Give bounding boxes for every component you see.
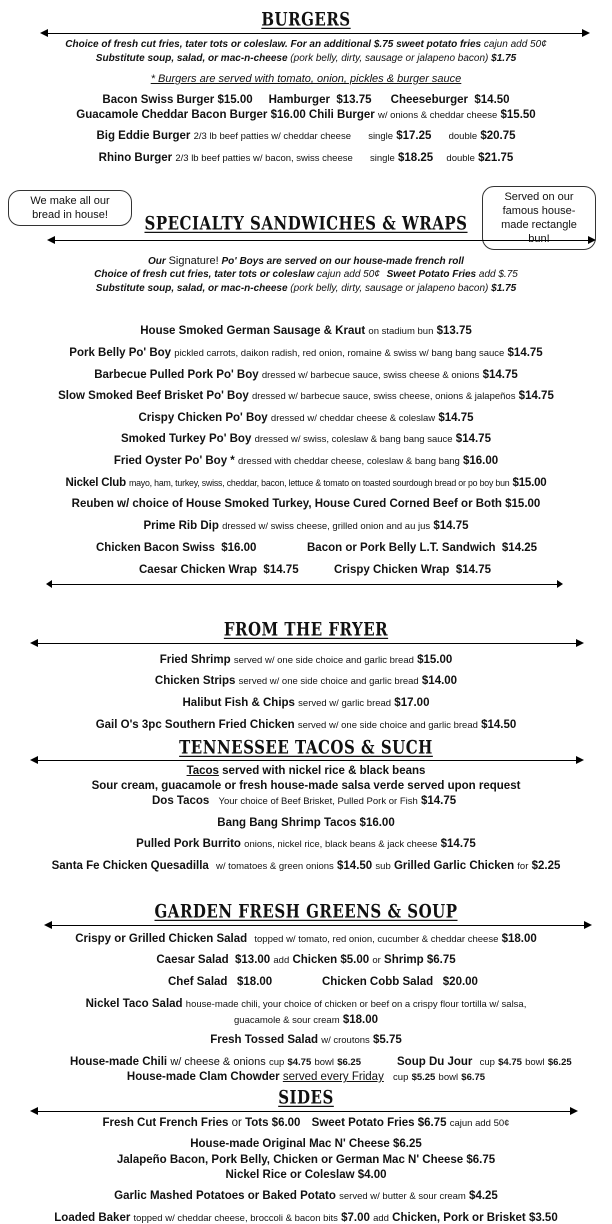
nickel-taco-salad-line-2: guacamole & sour cream $18.00 <box>234 1014 378 1026</box>
specialty-intro-2: Choice of fresh cut fries, tater tots or coleslaw cajun add 50¢ Sweet Potato Fries add $.75 <box>94 269 518 280</box>
crispy-chicken-wrap: Crispy Chicken Wrap $14.75 <box>334 564 492 576</box>
bun-bubble: Served on our famous house-made rectangle bun! <box>482 186 596 250</box>
specialty-end-divider <box>50 584 558 585</box>
menu-item: Chicken Strips served w/ one side choice and garlic bread $14.00 <box>154 675 458 687</box>
arrow-right-icon <box>582 29 590 37</box>
menu-item: House Smoked German Sausage & Kraut on stadium bun $13.75 <box>140 325 472 337</box>
specialty-intro-1: Our Signature! Po' Boys are served on our house-made french roll <box>148 255 464 267</box>
burgers-divider <box>44 33 584 34</box>
arrow-right-icon <box>570 1107 578 1115</box>
menu-item: Crispy Chicken Po' Boy dressed w/ cheddar cheese & coleslaw $14.75 <box>138 412 474 424</box>
menu-item: Nickel Club mayo, ham, turkey, swiss, cheddar, bacon, lettuce & tomato on toasted sourdough bread or po boy bun $15.00 <box>65 477 547 489</box>
chicken-bacon-swiss: Chicken Bacon Swiss $16.00 <box>96 542 257 554</box>
arrow-left-icon <box>30 1107 38 1115</box>
menu-item: Smoked Turkey Po' Boy dressed w/ swiss, coleslaw & bang bang sauce $14.75 <box>121 433 491 445</box>
burgers-line-1: Bacon Swiss Burger $15.00 Hamburger $13.75 Cheeseburger $14.50 <box>102 94 510 106</box>
tacos-intro-2: Sour cream, guacamole or fresh house-made salsa verde served upon request <box>91 780 521 792</box>
arrow-right-icon <box>588 236 596 244</box>
santa-fe-quesadilla: Santa Fe Chicken Quesadilla w/ tomatoes & green onions $14.50 sub Grilled Garlic Chicken for $2.25 <box>51 860 561 872</box>
sides-heading: SIDES <box>278 1085 334 1109</box>
tacos-intro-1: Tacos served with nickel rice & black beans <box>186 765 426 777</box>
burgers-intro-1: Choice of fresh cut fries, tater tots or coleslaw. For an additional $.75 sweet potato fries cajun add 50¢ <box>65 39 547 50</box>
menu-item: Fried Oyster Po' Boy * dressed with cheddar cheese, coleslaw & bang bang $16.00 <box>113 455 499 467</box>
rice-or-coleslaw: Nickel Rice or Coleslaw $4.00 <box>225 1169 387 1181</box>
arrow-left-icon <box>46 580 52 588</box>
caesar-salad: Caesar Salad $13.00 add Chicken $5.00 or Shrimp $6.75 <box>156 954 456 966</box>
loaded-baker: Loaded Baker topped w/ cheddar cheese, broccoli & bacon bits $7.00 add Chicken, Pork or Brisket $3.50 <box>54 1212 558 1224</box>
mac-n-cheese: House-made Original Mac N' Cheese $6.25 <box>190 1138 422 1150</box>
chicken-cobb-salad: Chicken Cobb Salad $20.00 <box>322 976 478 988</box>
menu-item: Barbecue Pulled Pork Po' Boy dressed w/ barbecue sauce, swiss cheese & onions $14.75 <box>94 369 518 381</box>
blt-sandwich: Bacon or Pork Belly L.T. Sandwich $14.25 <box>307 542 538 554</box>
bang-bang-shrimp-tacos: Bang Bang Shrimp Tacos $16.00 <box>217 817 395 829</box>
tacos-heading: TENNESSEE TACOS & SUCH <box>179 735 433 759</box>
menu-item: Prime Rib Dip dressed w/ swiss cheese, grilled onion and au jus $14.75 <box>143 520 469 532</box>
soup-du-jour: Soup Du Jour cup $4.75 bowl $6.25 <box>397 1056 572 1068</box>
menu-item: Reuben w/ choice of House Smoked Turkey, House Cured Corned Beef or Both $15.00 <box>71 498 541 510</box>
rhino-burger: Rhino Burger 2/3 lb beef patties w/ bacon, swiss cheese single $18.25 double $21.75 <box>98 152 514 164</box>
burgers-heading: BURGERS <box>261 7 351 31</box>
mashed-or-baked-potato: Garlic Mashed Potatoes or Baked Potato served w/ butter & sour cream $4.25 <box>114 1190 498 1202</box>
arrow-left-icon <box>30 639 38 647</box>
big-eddie-burger: Big Eddie Burger 2/3 lb beef patties w/ cheddar cheese single $17.25 double $20.75 <box>96 130 516 142</box>
arrow-right-icon <box>576 639 584 647</box>
arrow-left-icon <box>30 756 38 764</box>
nickel-taco-salad: Nickel Taco Salad house-made chili, your choice of chicken or beef on a crispy flour tortilla w/ salsa, <box>85 998 527 1010</box>
greens-divider <box>48 925 586 926</box>
specialty-mac-n-cheese: Jalapeño Bacon, Pork Belly, Chicken or German Mac N' Cheese $6.75 <box>116 1154 496 1166</box>
arrow-right-icon <box>584 921 592 929</box>
arrow-left-icon <box>47 236 55 244</box>
arrow-left-icon <box>44 921 52 929</box>
clam-chowder: House-made Clam Chowder served every Friday cup $5.25 bowl $6.75 <box>126 1071 486 1083</box>
tacos-divider <box>34 760 578 761</box>
fryer-divider <box>34 643 578 644</box>
dos-tacos: Dos Tacos Your choice of Beef Brisket, Pulled Pork or Fish $14.75 <box>152 795 457 807</box>
chef-salad: Chef Salad $18.00 <box>168 976 273 988</box>
menu-item: Pork Belly Po' Boy pickled carrots, daikon radish, red onion, romaine & swiss w/ bang bang sauce $14.75 <box>69 347 543 359</box>
menu-item: Fried Shrimp served w/ one side choice and garlic bread $15.00 <box>159 654 453 666</box>
greens-heading: GARDEN FRESH GREENS & SOUP <box>154 899 458 923</box>
menu-item: Gail O's 3pc Southern Fried Chicken served w/ one side choice and garlic bread $14.50 <box>95 719 517 731</box>
house-made-chili: House-made Chili w/ cheese & onions cup $4.75 bowl $6.25 <box>70 1056 361 1068</box>
menu-item: Halibut Fish & Chips served w/ garlic bread $17.00 <box>182 697 430 709</box>
specialty-divider <box>52 240 590 241</box>
fries-or-tots: Fresh Cut French Fries or Tots $6.00 Sweet Potato Fries $6.75 cajun add 50¢ <box>102 1117 510 1129</box>
bread-bubble: We make all our bread in house! <box>8 190 132 226</box>
arrow-right-icon <box>557 580 563 588</box>
caesar-chicken-wrap: Caesar Chicken Wrap $14.75 <box>139 564 299 576</box>
fryer-heading: FROM THE FRYER <box>223 617 389 641</box>
sides-divider <box>34 1111 572 1112</box>
pulled-pork-burrito: Pulled Pork Burrito onions, nickel rice, black beans & jack cheese $14.75 <box>136 838 476 850</box>
chicken-salad: Crispy or Grilled Chicken Salad topped w/ tomato, red onion, cucumber & cheddar cheese $18.00 <box>75 933 537 945</box>
burgers-line-2: Guacamole Cheddar Bacon Burger $16.00 Chili Burger w/ onions & cheddar cheese $15.50 <box>76 109 536 121</box>
burgers-note: * Burgers are served with tomato, onion, pickles & burger sauce <box>150 73 462 85</box>
specialty-intro-3: Substitute soup, salad, or mac-n-cheese (pork belly, dirty, sausage or jalapeno bacon) $1.75 <box>95 283 517 294</box>
arrow-left-icon <box>40 29 48 37</box>
fresh-tossed-salad: Fresh Tossed Salad w/ croutons $5.75 <box>210 1034 402 1046</box>
burgers-intro-2: Substitute soup, salad, or mac-n-cheese (pork belly, dirty, sausage or jalapeno bacon) $1.75 <box>95 53 517 64</box>
arrow-right-icon <box>576 756 584 764</box>
specialty-heading: SPECIALTY SANDWICHES & WRAPS <box>144 211 468 235</box>
menu-item: Slow Smoked Beef Brisket Po' Boy dressed w/ barbecue sauce, swiss cheese, onions & jalapeños $14.75 <box>58 390 554 402</box>
